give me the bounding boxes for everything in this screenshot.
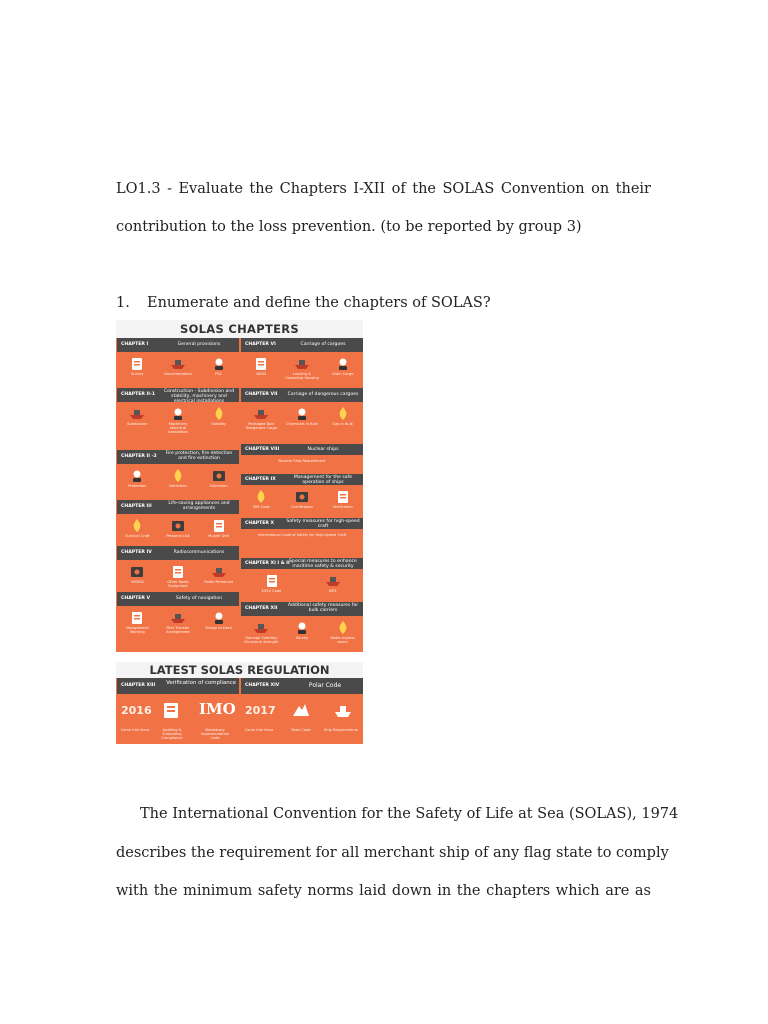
chapter-bar xyxy=(117,500,239,514)
chapter-bar xyxy=(241,474,363,485)
chapter-bar xyxy=(241,602,363,616)
icon-caption: Survival Craft xyxy=(125,534,150,538)
chapter-bar xyxy=(241,444,363,455)
icon-caption: GMDSS xyxy=(130,580,144,584)
chapter-section xyxy=(117,338,239,388)
chapter-title: General provisions xyxy=(177,342,221,347)
chapter-section xyxy=(241,474,363,518)
icon-caption: ISPS xyxy=(328,589,337,593)
chapter-label: CHAPTER V xyxy=(121,596,151,601)
icon-caption: Water ingress alarm xyxy=(330,636,355,644)
left-chapter-column xyxy=(117,338,239,652)
chapter-illustration-icon xyxy=(129,356,145,370)
chapter-illustration-icon xyxy=(335,356,351,370)
chapter-xiii-panel xyxy=(117,678,239,744)
chapter-bar xyxy=(117,678,239,694)
chapter-illustration-icon xyxy=(170,356,186,370)
body-line-3: with the minimum safety norms laid down in the chapters which are as xyxy=(116,883,651,899)
caption: Auditing & Evaluating Compliance xyxy=(161,728,183,740)
icon-caption: Gas in Bulk xyxy=(332,422,353,426)
caption: Came into force xyxy=(244,728,274,732)
chapter-bar xyxy=(241,338,363,352)
icon-caption: Muster Drill xyxy=(208,534,230,538)
chapter-illustration-icon xyxy=(129,610,145,624)
icon-caption: ISM Code xyxy=(252,505,270,509)
ship-icon xyxy=(333,700,353,720)
chapter-bar xyxy=(241,558,363,569)
icon-caption: Nuclear Ship Requirement xyxy=(278,459,326,463)
chapter-illustration-icon xyxy=(170,468,186,482)
chapter-section xyxy=(241,338,363,388)
caption: Mandatory Implementation Code xyxy=(200,728,230,740)
caption: Polar Code xyxy=(291,728,311,732)
chapter-illustration-icon xyxy=(129,564,145,578)
chapter-bar xyxy=(117,450,239,464)
chapter-bar xyxy=(117,592,239,606)
chapter-illustration-icon xyxy=(294,356,310,370)
objective-line-2: contribution to the loss prevention. (to be reported by group 3) xyxy=(116,219,582,235)
chapter-illustration-icon xyxy=(129,518,145,532)
chapter-label: CHAPTER VII xyxy=(245,392,278,397)
body-line-1: The International Convention for the Safety of Life at Sea (SOLAS), 1974 xyxy=(140,806,679,822)
chapter-label: CHAPTER XIV xyxy=(245,683,280,688)
chapter-section xyxy=(117,450,239,500)
chapter-label: CHAPTER X xyxy=(245,521,275,526)
chapter-illustration-icon xyxy=(211,518,227,532)
chapter-title: Verification of compliance xyxy=(166,680,236,686)
chapter-illustration-icon xyxy=(294,406,310,420)
chapter-label: CHAPTER III xyxy=(121,504,152,509)
imo-logo: IMO xyxy=(199,700,236,718)
icon-caption: ESSV Code xyxy=(261,589,282,593)
objective-line-1: LO1.3 - Evaluate the Chapters I-XII of the SOLAS Convention on their xyxy=(116,181,651,197)
chapter-title: Radiocommunications xyxy=(173,550,225,555)
iceberg-icon xyxy=(291,700,311,720)
chapter-label: CHAPTER XIII xyxy=(121,683,156,688)
chapter-section xyxy=(241,602,363,652)
chapter-illustration-icon xyxy=(170,518,186,532)
chapter-title: Special measures to enhance maritime safety & security xyxy=(289,558,357,569)
chapter-section xyxy=(241,444,363,474)
question-text: Enumerate and define the chapters of SOLAS? xyxy=(147,295,491,311)
icon-caption: Other Radio Equipment xyxy=(167,580,189,588)
chapter-illustration-icon xyxy=(335,620,351,634)
chapter-title: Carriage of cargoes xyxy=(300,342,346,347)
icon-caption: Radio Personnel xyxy=(204,580,234,584)
icon-caption: Packaged Bulk Dangerous Cargo xyxy=(245,422,277,430)
chapter-label: CHAPTER VIII xyxy=(245,447,280,452)
question-item xyxy=(116,295,651,311)
icon-caption: Subdivision xyxy=(127,422,148,426)
chapter-bar xyxy=(117,338,239,352)
chapter-illustration-icon xyxy=(170,564,186,578)
chapter-illustration-icon xyxy=(264,573,280,587)
icon-caption: Loading & Unloading Stowing xyxy=(285,372,319,380)
chapter-illustration-icon xyxy=(211,564,227,578)
question-number: 1. xyxy=(116,295,130,311)
icon-caption: Documentation xyxy=(164,372,192,376)
chapter-illustration-icon xyxy=(253,406,269,420)
chapter-title: Carriage of dangerous cargoes xyxy=(287,392,359,397)
chapter-label: CHAPTER IX xyxy=(245,477,276,482)
right-chapter-column xyxy=(241,338,363,652)
icon-caption: Pilot Transfer Arrangement xyxy=(166,626,190,634)
infographic-title: SOLAS CHAPTERS xyxy=(116,320,363,338)
chapter-title: Management for the safe operation of ships xyxy=(293,474,353,485)
chapter-illustration-icon xyxy=(335,406,351,420)
chapter-illustration-icon xyxy=(211,468,227,482)
chapter-bar xyxy=(241,518,363,529)
chapter-illustration-icon xyxy=(211,356,227,370)
chapter-bar xyxy=(241,678,363,694)
icon-caption: Navigational Warning xyxy=(126,626,149,634)
chapter-illustration-icon xyxy=(253,620,269,634)
chapter-illustration-icon xyxy=(294,489,310,503)
chapter-illustration-icon xyxy=(211,610,227,624)
chapter-illustration-icon xyxy=(129,406,145,420)
latest-solas-regulation-infographic xyxy=(116,662,363,744)
chapter-bar xyxy=(117,388,239,405)
icon-caption: Survey xyxy=(131,372,144,376)
chapter-illustration-icon xyxy=(253,356,269,370)
caption: Came into force xyxy=(120,728,150,732)
icon-caption: Machinery electrical installation xyxy=(168,422,188,434)
body-line-2: describes the requirement for all merchant ship of any flag state to comply xyxy=(116,845,669,861)
chapter-label: CHAPTER XI I & II xyxy=(245,561,290,566)
chapter-illustration-icon xyxy=(211,406,227,420)
chapter-title: Construction - Subdivision and stability, machinery and electrical installations xyxy=(163,388,235,405)
chapter-section xyxy=(241,518,363,558)
chapter-title: Life-saving appliances and arrangements xyxy=(168,500,230,511)
chapter-label: CHAPTER II-1 xyxy=(121,392,156,397)
chapter-label: CHAPTER VI xyxy=(245,342,276,347)
chapter-illustration-icon xyxy=(335,489,351,503)
chapter-section xyxy=(241,558,363,602)
chapter-illustration-icon xyxy=(294,620,310,634)
solas-chapters-infographic xyxy=(116,320,363,652)
chapter-title: Polar Code xyxy=(308,682,342,689)
chapter-bar xyxy=(117,546,239,560)
chapter-title: Nuclear ships xyxy=(307,446,339,452)
year-label: 2016 xyxy=(121,704,152,717)
caption: Ship Requirements xyxy=(324,728,358,732)
chapter-section xyxy=(117,500,239,546)
icon-caption: NDSS xyxy=(256,372,267,376)
icon-caption: Extinction xyxy=(209,484,228,488)
chapter-bar xyxy=(241,388,363,402)
icon-caption: Chemicals in Bulk xyxy=(286,422,318,426)
chapter-section xyxy=(117,546,239,592)
icon-caption: PSC xyxy=(215,372,223,376)
chapter-xiv-panel xyxy=(241,678,363,744)
chapter-label: CHAPTER I xyxy=(121,342,149,347)
chapter-illustration-icon xyxy=(170,610,186,624)
chapter-illustration-icon xyxy=(170,406,186,420)
chapter-section xyxy=(117,388,239,450)
chapter-title: Safety of navigation xyxy=(175,596,223,601)
icon-caption: Personal LSA xyxy=(166,534,190,538)
icon-caption: Damage Stability/ Structural strength xyxy=(244,636,279,644)
year-label: 2017 xyxy=(245,704,276,717)
icon-caption: Verification xyxy=(332,505,353,509)
chapter-label: CHAPTER II -2 xyxy=(121,454,157,459)
chapter-title: Fire protection, fire detection and fire extinction xyxy=(165,450,233,461)
audit-book-icon xyxy=(161,700,181,720)
icon-caption: Bridge to Deck xyxy=(205,626,232,630)
icon-caption: Grain Cargo xyxy=(331,372,354,376)
chapter-illustration-icon xyxy=(325,573,341,587)
chapter-label: CHAPTER XII xyxy=(245,606,278,611)
infographic-title: LATEST SOLAS REGULATION xyxy=(116,662,363,678)
icon-caption: Stability xyxy=(211,422,227,426)
icon-caption: Survey xyxy=(295,636,309,640)
chapter-label: CHAPTER IV xyxy=(121,550,152,555)
icon-caption: Detection xyxy=(169,484,187,488)
chapter-section xyxy=(241,388,363,444)
icon-caption: Protection xyxy=(128,484,147,488)
chapter-section xyxy=(117,592,239,652)
icon-caption: Certification xyxy=(291,505,313,509)
chapter-illustration-icon xyxy=(129,468,145,482)
chapter-title: Additional safety measures for bulk carriers xyxy=(287,602,359,613)
icon-caption: International Code of Safety for High-Speed Craft xyxy=(257,533,347,537)
chapter-title: Safety measures for high-speed craft xyxy=(286,518,360,529)
chapter-illustration-icon xyxy=(253,489,269,503)
